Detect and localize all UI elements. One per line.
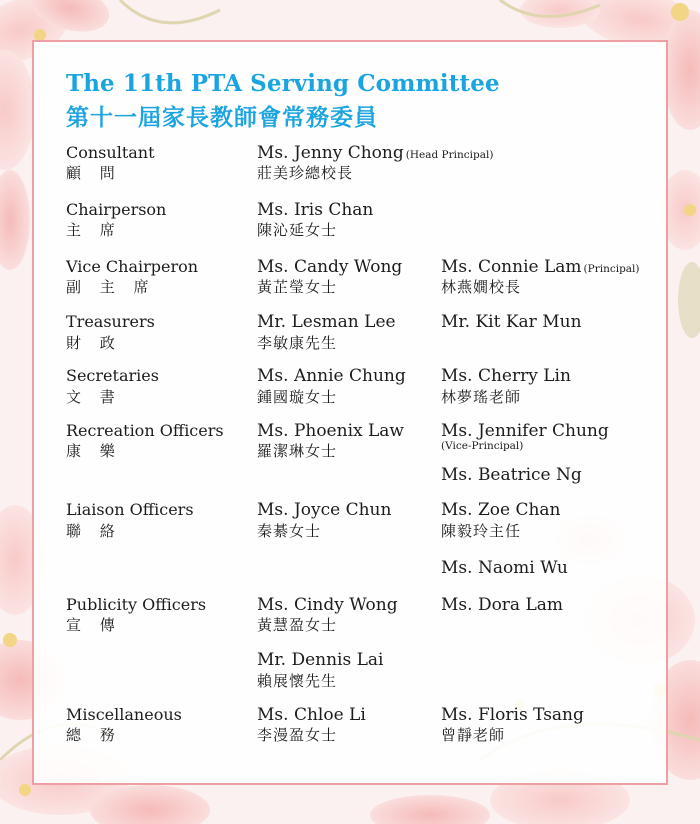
role-label-zh: 康 樂 [66, 442, 115, 460]
role-label-zh: 文 書 [66, 388, 115, 406]
role-label-zh: 主 席 [66, 221, 115, 239]
member-name-en: Ms. Phoenix Law [257, 421, 404, 441]
member-name-zh: 黃芷瑩女士 [257, 278, 338, 296]
member-name-en: Mr. Kit Kar Mun [441, 312, 582, 332]
member-note: (Principal) [583, 263, 640, 275]
role-label-zh: 宣 傳 [66, 616, 115, 634]
member-name-en: Ms. Floris Tsang [441, 705, 584, 725]
member-name-zh: 曾靜老師 [441, 726, 506, 744]
role-label-en: Consultant [66, 143, 155, 162]
role-label-zh: 財 政 [66, 334, 115, 352]
member-name-zh: 黃慧盈女士 [257, 616, 338, 634]
role-label-en: Vice Chairperon [66, 257, 199, 276]
role-label-zh: 顧 問 [66, 164, 115, 182]
member-name-zh: 莊美珍總校長 [257, 164, 354, 182]
member-name-zh: 李漫盈女士 [257, 726, 338, 744]
member-name-zh: 林燕嫺校長 [441, 278, 522, 296]
member-note: (Vice-Principal) [441, 440, 524, 452]
member-name-en: Ms. Chloe Li [257, 705, 366, 725]
member-name-en: Ms. Zoe Chan [441, 500, 561, 520]
role-label-en: Secretaries [66, 366, 159, 385]
role-label-en: Miscellaneous [66, 705, 182, 724]
member-name-zh: 羅潔琳女士 [257, 442, 338, 460]
member-name-en: Ms. Cherry Lin [441, 366, 571, 386]
role-label-en: Chairperson [66, 200, 167, 219]
role-label-en: Treasurers [66, 312, 155, 331]
member-name-en: Ms. Jenny Chong (Head Principal) [257, 143, 494, 163]
title-chinese: 第十一屆家長教師會常務委員 [66, 104, 378, 131]
role-label-zh: 副 主 席 [66, 278, 149, 296]
role-label-en: Recreation Officers [66, 421, 224, 440]
member-name-en: Mr. Lesman Lee [257, 312, 396, 332]
title-english: The 11th PTA Serving Committee [66, 70, 500, 97]
member-name-en: Ms. Candy Wong [257, 257, 403, 277]
member-name-en: Ms. Beatrice Ng [441, 465, 582, 485]
role-label-en: Liaison Officers [66, 500, 194, 519]
member-name-en: Ms. Naomi Wu [441, 558, 568, 578]
member-name-en: Ms. Connie Lam (Principal) [441, 257, 640, 277]
member-name-en: Ms. Iris Chan [257, 200, 374, 220]
member-name-zh: 陳毅玲主任 [441, 522, 522, 540]
member-name-en: Ms. Cindy Wong [257, 595, 398, 615]
member-name-zh: 賴展懷先生 [257, 672, 338, 690]
member-name-zh: 鍾國璇女士 [257, 388, 338, 406]
member-note: (Head Principal) [405, 149, 494, 161]
member-name-en: Mr. Dennis Lai [257, 650, 384, 670]
member-name-zh: 李敏康先生 [257, 334, 338, 352]
role-label-zh: 總 務 [66, 726, 115, 744]
member-name-en: Ms. Jennifer Chung [441, 421, 609, 441]
member-name-zh: 秦綦女士 [257, 522, 322, 540]
member-name-zh: 陳沁延女士 [257, 221, 338, 239]
member-name-zh: 林夢瑤老師 [441, 388, 522, 406]
member-name-en: Ms. Dora Lam [441, 595, 564, 615]
role-label-en: Publicity Officers [66, 595, 207, 614]
role-label-zh: 聯 絡 [66, 522, 115, 540]
member-name-en: Ms. Joyce Chun [257, 500, 392, 520]
member-name-en: Ms. Annie Chung [257, 366, 406, 386]
